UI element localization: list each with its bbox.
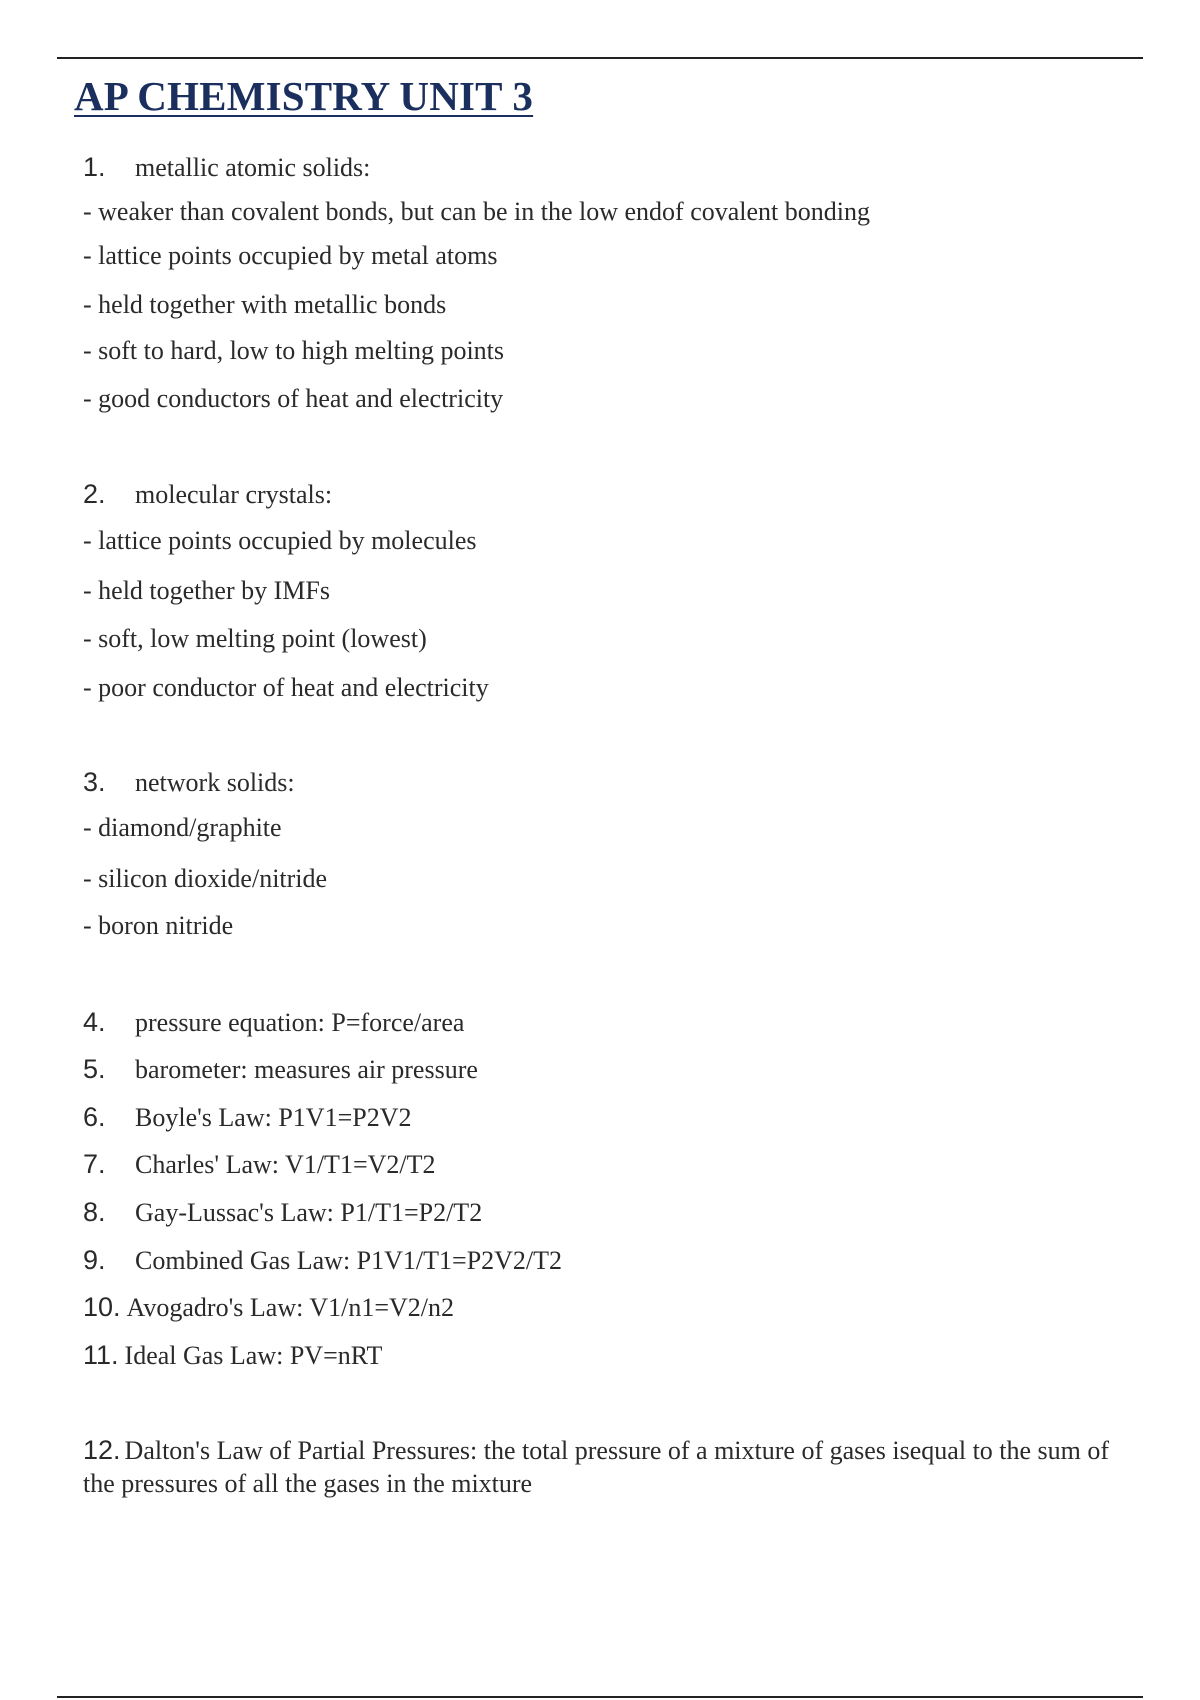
item-text: Combined Gas Law: P1V1/T1=P2V2/T2 [135,1246,563,1275]
bullet-line: - soft to hard, low to high melting points [83,336,505,365]
list-item [83,1006,464,1039]
paragraph-text: Dalton's Law of Partial Pressures: the total pressure of a mixture of gases isequal to the sum of the pressures of all the gases in the mixture [83,1436,1110,1498]
bottom-rule [57,1696,1143,1698]
list-item [83,1244,562,1277]
list-item [83,1291,454,1324]
item-text: Boyle's Law: P1V1=P2V2 [135,1103,412,1132]
heading-text: network solids: [135,768,295,797]
item-number: 7. [83,1149,106,1179]
section-heading [83,478,332,511]
item-number: 3. [83,767,106,797]
item-number: 8. [83,1197,106,1227]
bullet-line: - weaker than covalent bonds, but can be in the low endof covalent bonding [83,197,870,226]
bullet-line: - poor conductor of heat and electricity [83,673,489,702]
bullet-line: - good conductors of heat and electricity [83,384,504,413]
item-number: 11. [83,1340,119,1370]
bullet-line: - lattice points occupied by metal atoms [83,241,498,270]
item-number: 12. [83,1435,121,1465]
list-item [83,1053,478,1086]
item-text: barometer: measures air pressure [135,1055,478,1084]
dalton-paragraph [83,1434,1123,1500]
bullet-line: - boron nitride [83,911,234,940]
bullet-line: - held together with metallic bonds [83,290,447,319]
bullet-line: - silicon dioxide/nitride [83,864,328,893]
item-text: Gay-Lussac's Law: P1/T1=P2/T2 [135,1198,483,1227]
item-number: 1. [83,152,106,182]
page-title: AP CHEMISTRY UNIT 3 [74,73,534,119]
section-heading [83,766,295,799]
item-number: 5. [83,1054,106,1084]
heading-text: molecular crystals: [135,480,333,509]
item-number: 6. [83,1102,106,1132]
item-number: 10. [83,1292,121,1322]
bullet-line: - lattice points occupied by molecules [83,526,477,555]
section-heading [83,151,370,184]
top-rule [57,57,1143,59]
item-number: 2. [83,479,106,509]
item-text: Charles' Law: V1/T1=V2/T2 [135,1150,436,1179]
list-item [83,1339,382,1372]
bullet-line: - diamond/graphite [83,813,282,842]
list-item [83,1196,482,1229]
list-item [83,1148,436,1181]
item-text: Avogadro's Law: V1/n1=V2/n2 [126,1293,455,1322]
bullet-line: - soft, low melting point (lowest) [83,624,427,653]
item-number: 9. [83,1245,106,1275]
item-number: 4. [83,1007,106,1037]
list-item [83,1101,411,1134]
bullet-line: - held together by IMFs [83,576,330,605]
heading-text: metallic atomic solids: [135,153,371,182]
item-text: Ideal Gas Law: PV=nRT [124,1341,383,1370]
item-text: pressure equation: P=force/area [135,1008,465,1037]
